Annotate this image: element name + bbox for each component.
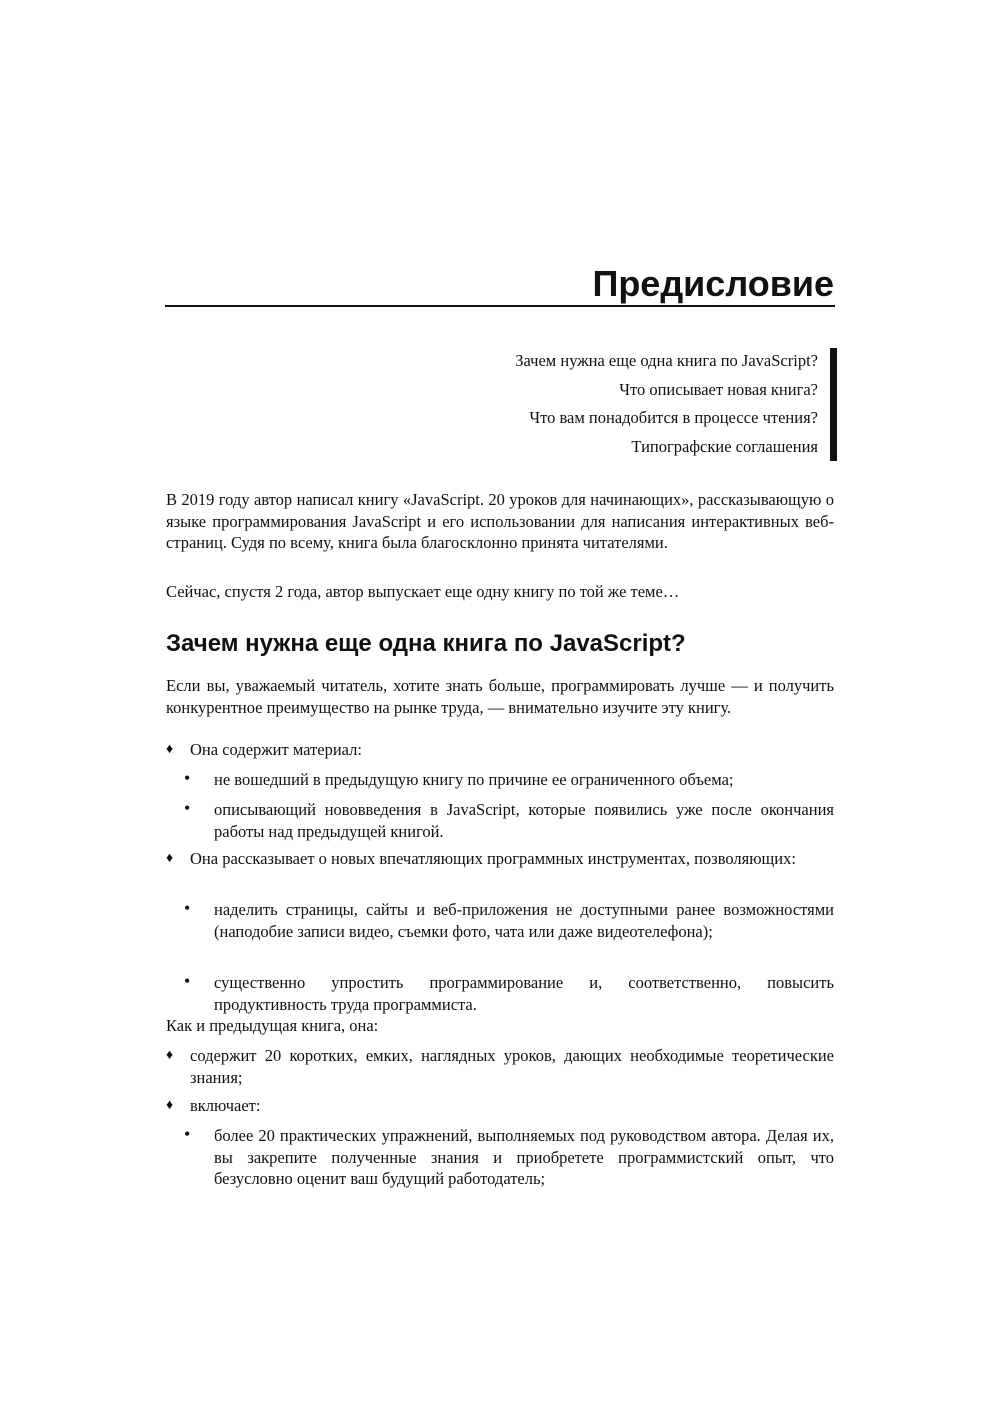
list-item-text: Она содержит материал: bbox=[190, 740, 362, 759]
diamond-bullet-icon: ♦ bbox=[166, 851, 174, 866]
sub-list-item bbox=[184, 971, 834, 1015]
contents-item: Типографские соглашения bbox=[631, 436, 818, 456]
list-item-text: Она рассказывает о новых впечатляющих программных инструментах, позволяющих: bbox=[190, 849, 796, 868]
sub-list-item-text: описывающий нововведения в JavaScript, которые появились уже после окончания работы над предыдущей книгой. bbox=[214, 800, 834, 841]
list-item bbox=[166, 1095, 834, 1117]
dot-bullet-icon: • bbox=[184, 798, 191, 818]
sub-list-item bbox=[184, 898, 834, 942]
sub-list-item-text: не вошедший в предыдущую книгу по причине ее ограниченного объема; bbox=[214, 770, 734, 789]
contents-item: Зачем нужна еще одна книга по JavaScript? bbox=[515, 351, 818, 370]
chapter-title: Предисловие bbox=[592, 263, 834, 304]
title-rule bbox=[165, 305, 835, 307]
diamond-bullet-icon: ♦ bbox=[166, 742, 174, 757]
diamond-bullet-icon: ♦ bbox=[166, 1098, 174, 1113]
list-item bbox=[166, 848, 834, 870]
list-item bbox=[166, 739, 834, 761]
intro-paragraph: В 2019 году автор написал книгу «JavaScript. 20 уроков для начинающих», рассказывающую о языке программирования JavaScript и его использовании для написания интерактивных веб-страниц. Судя по всему, книга была благосклонно принята читателями. bbox=[166, 490, 834, 553]
dot-bullet-icon: • bbox=[184, 898, 191, 918]
dot-bullet-icon: • bbox=[184, 971, 191, 991]
section-paragraph: Если вы, уважаемый читатель, хотите знать больше, программировать лучше — и получить конкурентное преимущество на рынке труда, — внимательно изучите эту книгу. bbox=[166, 676, 834, 717]
contents-bar bbox=[830, 348, 837, 461]
sub-list-item-text: наделить страницы, сайты и веб-приложения не доступными ранее возможностями (наподобие записи видео, съемки фото, чата или даже видеотелефона); bbox=[214, 900, 834, 941]
intro-paragraph: Сейчас, спустя 2 года, автор выпускает еще одну книгу по той же теме… bbox=[166, 582, 680, 601]
list-item-text: содержит 20 коротких, емких, наглядных уроков, дающих необходимые теоретические знания; bbox=[190, 1046, 834, 1087]
contents-item: Что вам понадобится в процессе чтения? bbox=[529, 408, 818, 427]
sub-list-item bbox=[184, 768, 834, 791]
contents-item: Что описывает новая книга? bbox=[619, 379, 818, 399]
sub-list-item-text: существенно упростить программирование и, соответственно, повысить продуктивность труда программиста. bbox=[214, 973, 834, 1014]
dot-bullet-icon: • bbox=[184, 1124, 191, 1144]
sub-list-item bbox=[184, 798, 834, 842]
diamond-bullet-icon: ♦ bbox=[166, 1048, 174, 1063]
section-heading: Зачем нужна еще одна книга по JavaScript? bbox=[166, 630, 686, 657]
list-item bbox=[166, 1045, 834, 1088]
sub-list-item-text: более 20 практических упражнений, выполняемых под руководством автора. Делая их, вы закрепите полученные знания и приобретете программистский опыт, что безусловно оценит ваш будущий работодатель; bbox=[214, 1126, 834, 1189]
chapter-contents bbox=[515, 349, 818, 463]
section-paragraph: Как и предыдущая книга, она: bbox=[166, 1016, 379, 1035]
dot-bullet-icon: • bbox=[184, 768, 191, 788]
list-item-text: включает: bbox=[190, 1096, 261, 1115]
sub-list-item bbox=[184, 1124, 834, 1190]
